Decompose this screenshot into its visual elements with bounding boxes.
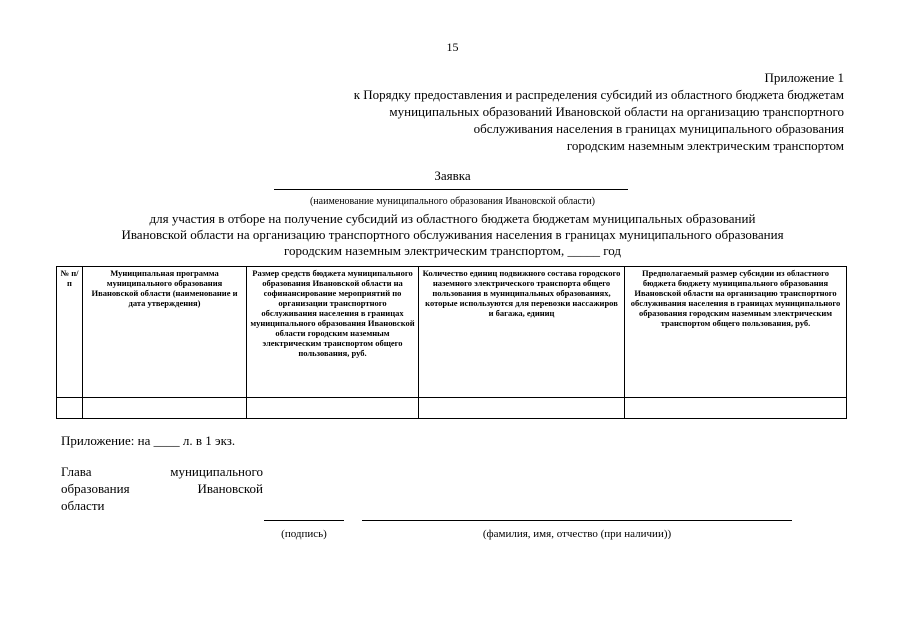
attachment-note: Приложение: на ____ л. в 1 экз. xyxy=(61,433,236,448)
head-title-word: области xyxy=(61,498,105,513)
header-rolling-stock: Количество единиц подвижного состава городского наземного электрического транспорта общего пользования в муниципальных образованиях, которые используются для перевозки нассажиров и багажа, единиц xyxy=(419,267,625,398)
page-number: 15 xyxy=(446,40,459,54)
application-purpose xyxy=(20,211,885,259)
appendix-line: обслуживания населения в границах муниципального образования xyxy=(473,121,844,136)
purpose-line: городским наземным электрическим транспортом, _____ год xyxy=(283,243,622,258)
header-subsidy: Предполагаемый размер субсидии из областного бюджета бюджету муниципального образования Ивановской области на организацию транспортного обслуживания населения в границах муниципального образования городским наземным электрическим транспортом общего пользования, руб. xyxy=(625,267,847,398)
table-cell[interactable] xyxy=(419,398,625,419)
head-title-row xyxy=(61,480,263,497)
head-signature-title xyxy=(61,463,263,514)
table-row xyxy=(57,398,847,419)
appendix-line: городским наземным электрическим транспортом xyxy=(566,138,844,153)
application-table xyxy=(56,266,847,419)
head-title-word: Глава xyxy=(61,464,92,479)
head-title-word: Ивановской xyxy=(197,481,263,496)
municipality-name-line xyxy=(274,189,628,190)
table-header-row xyxy=(57,267,847,398)
table-cell[interactable] xyxy=(247,398,419,419)
head-title-row xyxy=(61,463,263,480)
appendix-line: Приложение 1 xyxy=(764,70,844,85)
header-number: № п/п xyxy=(57,267,83,398)
document-title: Заявка xyxy=(434,168,471,183)
appendix-line: к Порядку предоставления и распределения субсидий из областного бюджета бюджетам xyxy=(353,87,844,102)
header-program: Муниципальная программа муниципального образования Ивановской области (наименование и дата утверждения) xyxy=(83,267,247,398)
appendix-heading xyxy=(224,69,844,154)
table-cell[interactable] xyxy=(625,398,847,419)
purpose-line: Ивановской области на организацию транспортного обслуживания населения в границах муниципального образования xyxy=(121,227,784,242)
signature-caption: (подпись) xyxy=(281,528,327,540)
signature-line xyxy=(264,520,344,521)
head-title-row xyxy=(61,497,263,514)
fullname-caption: (фамилия, имя, отчество (при наличии)) xyxy=(482,528,672,540)
municipality-name-caption: (наименование муниципального образования Ивановской области) xyxy=(309,196,596,207)
fullname-line xyxy=(362,520,792,521)
head-title-word: образования xyxy=(61,481,130,496)
head-title-word: муниципального xyxy=(170,464,263,479)
purpose-line: для участия в отборе на получение субсидий из областного бюджета бюджетам муниципальных образований xyxy=(149,211,756,226)
table-cell[interactable] xyxy=(57,398,83,419)
header-cofinancing: Размер средств бюджета муниципального образования Ивановской области на софинансирование мероприятий по организации транспортного обслуживания населения в границах муниципального образования Ивановской области городским наземным электрическим транспортом общего пользования, руб. xyxy=(247,267,419,398)
appendix-line: муниципальных образований Ивановской области на организацию транспортного xyxy=(389,104,844,119)
table-cell[interactable] xyxy=(83,398,247,419)
